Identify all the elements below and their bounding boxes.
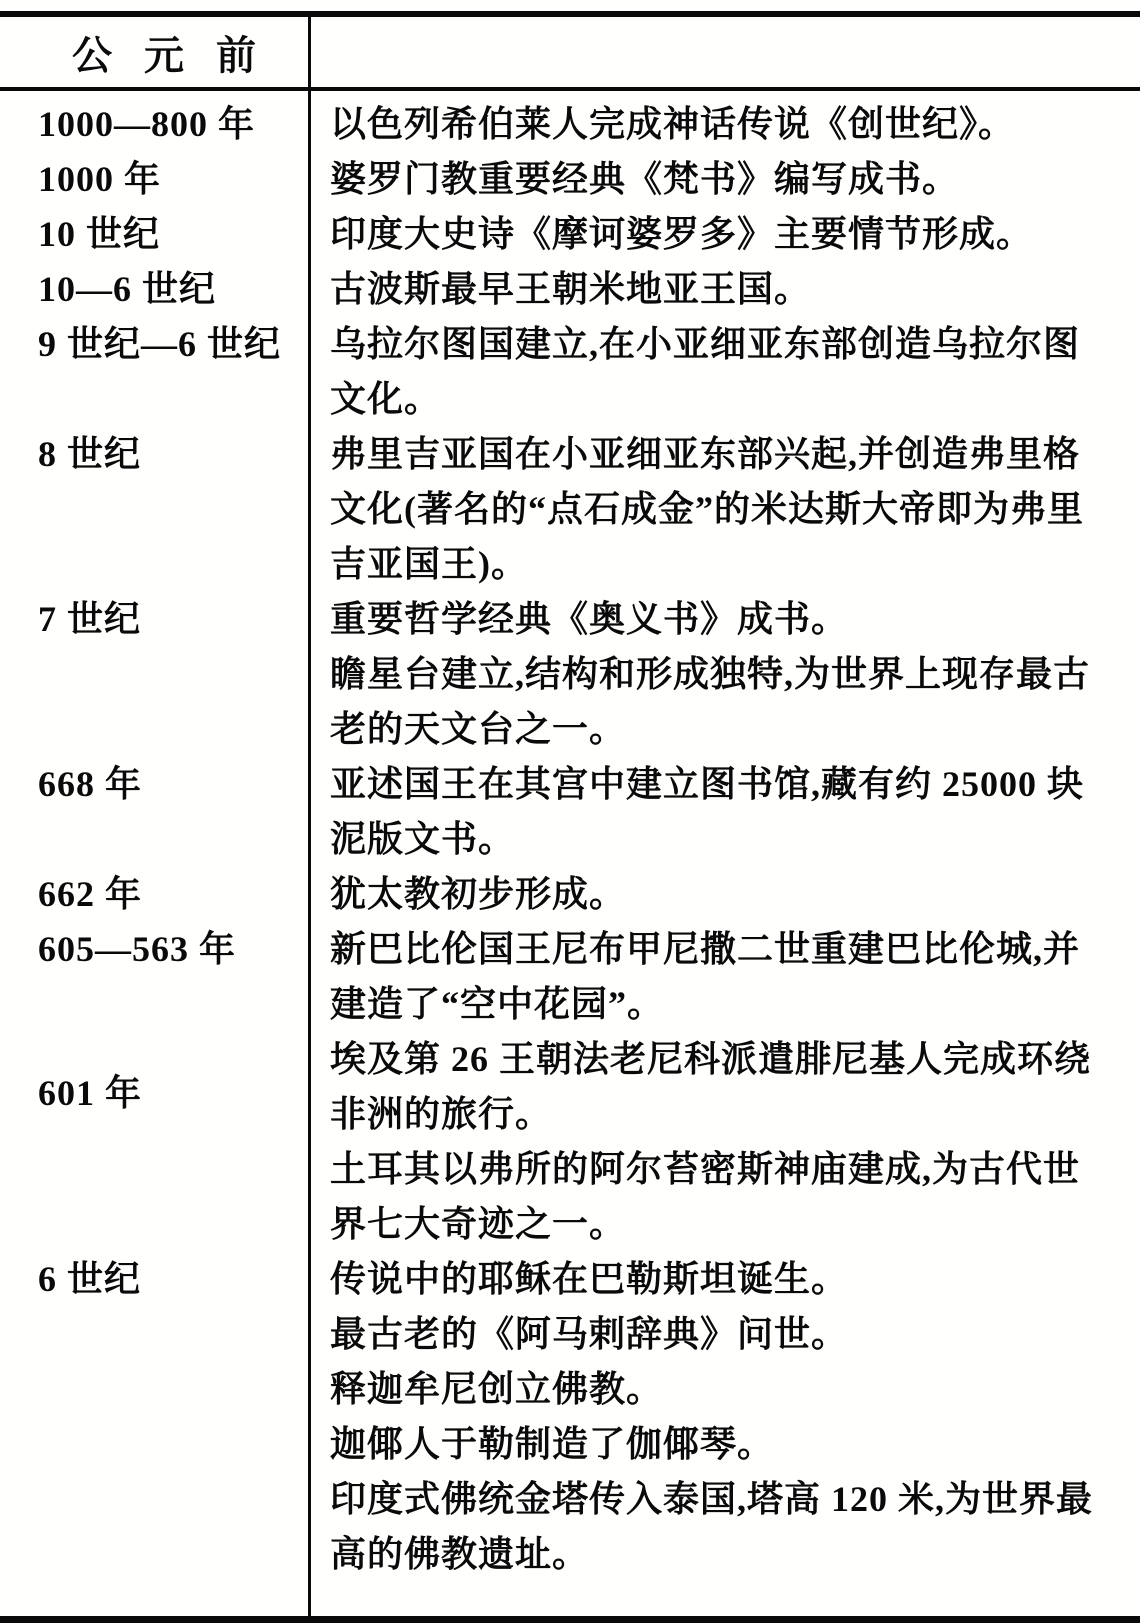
row-event: 最古老的《阿马剌辞典》问世。 (330, 1314, 849, 1354)
event-cell (308, 1472, 1140, 1582)
table-row (0, 207, 1140, 262)
table-row (0, 97, 1140, 152)
table-row (0, 1142, 1140, 1252)
table-row (0, 1032, 1140, 1142)
row-date: 10—6 世纪 (38, 269, 217, 309)
table-row (0, 1307, 1140, 1362)
row-event: 以色列希伯莱人完成神话传说《创世纪》。 (330, 104, 1016, 144)
date-cell (0, 152, 308, 207)
row-date: 7 世纪 (38, 599, 142, 639)
event-cell (308, 207, 1140, 262)
date-cell (0, 1252, 308, 1307)
row-date: 6 世纪 (38, 1259, 142, 1299)
event-cell (308, 757, 1140, 867)
date-cell (0, 427, 308, 592)
event-cell (308, 152, 1140, 207)
table-row (0, 317, 1140, 427)
event-cell (308, 1252, 1140, 1307)
event-cell (308, 1142, 1140, 1252)
row-event: 亚述国王在其宫中建立图书馆,藏有约 25000 块泥版文书。 (330, 764, 1085, 859)
row-date: 668 年 (38, 764, 143, 804)
date-cell (0, 1362, 308, 1417)
row-event: 新巴比伦国王尼布甲尼撒二世重建巴比伦城,并建造了“空中花园”。 (330, 929, 1081, 1024)
date-cell (0, 867, 308, 922)
row-event: 弗里吉亚国在小亚细亚东部兴起,并创造弗里格文化(著名的“点石成金”的米达斯大帝即为弗里吉亚国王)。 (330, 434, 1084, 584)
date-cell (0, 1307, 308, 1362)
row-event: 古波斯最早王朝米地亚王国。 (330, 269, 812, 309)
row-event: 迦倻人于勒制造了伽倻琴。 (330, 1424, 775, 1464)
event-cell (308, 1032, 1140, 1142)
table-body (0, 91, 1140, 1616)
row-event: 婆罗门教重要经典《梵书》编写成书。 (330, 159, 960, 199)
event-cell (308, 427, 1140, 592)
event-cell (308, 647, 1140, 757)
row-event: 瞻星台建立,结构和形成独特,为世界上现存最古老的天文台之一。 (330, 654, 1091, 749)
table-row (0, 647, 1140, 757)
event-cell (308, 317, 1140, 427)
event-cell (308, 1417, 1140, 1472)
row-event: 乌拉尔图国建立,在小亚细亚东部创造乌拉尔图文化。 (330, 324, 1081, 419)
date-cell (0, 1032, 308, 1142)
row-date: 1000 年 (38, 159, 162, 199)
era-header-label: 公元前 (72, 32, 288, 78)
event-cell (308, 1307, 1140, 1362)
row-event: 埃及第 26 王朝法老尼科派遣腓尼基人完成环绕非洲的旅行。 (330, 1039, 1092, 1134)
table-row (0, 867, 1140, 922)
row-event: 土耳其以弗所的阿尔苔密斯神庙建成,为古代世界七大奇迹之一。 (330, 1149, 1081, 1244)
chronology-table (0, 17, 1140, 1616)
row-date: 1000—800 年 (38, 104, 256, 144)
event-cell (308, 922, 1140, 1032)
event-cell (308, 592, 1140, 647)
row-date: 10 世纪 (38, 214, 161, 254)
table-row (0, 427, 1140, 592)
row-date: 601 年 (38, 1073, 143, 1113)
event-cell (308, 262, 1140, 317)
column-divider (308, 17, 311, 1616)
table-header-row (0, 17, 1140, 87)
date-cell (0, 97, 308, 152)
row-date: 605—563 年 (38, 929, 237, 969)
table-row (0, 1472, 1140, 1582)
date-cell (0, 757, 308, 867)
row-date: 8 世纪 (38, 434, 142, 474)
date-cell (0, 1142, 308, 1252)
date-cell (0, 262, 308, 317)
date-cell (0, 317, 308, 427)
table-row (0, 262, 1140, 317)
date-cell (0, 1472, 308, 1582)
date-cell (0, 592, 308, 647)
date-cell (0, 207, 308, 262)
row-event: 释迦牟尼创立佛教。 (330, 1369, 664, 1409)
table-row (0, 1362, 1140, 1417)
date-cell (0, 1417, 308, 1472)
date-cell (0, 647, 308, 757)
event-cell (308, 97, 1140, 152)
row-event: 印度式佛统金塔传入泰国,塔高 120 米,为世界最高的佛教遗址。 (330, 1479, 1094, 1574)
table-row (0, 757, 1140, 867)
table-row (0, 152, 1140, 207)
event-cell (308, 867, 1140, 922)
table-row (0, 1252, 1140, 1307)
row-event: 重要哲学经典《奥义书》成书。 (330, 599, 849, 639)
row-event: 传说中的耶稣在巴勒斯坦诞生。 (330, 1259, 849, 1299)
row-event: 印度大史诗《摩诃婆罗多》主要情节形成。 (330, 214, 1034, 254)
row-event: 犹太教初步形成。 (330, 874, 627, 914)
row-date: 9 世纪—6 世纪 (38, 324, 282, 364)
table-row (0, 1417, 1140, 1472)
table-row (0, 922, 1140, 1032)
event-cell (308, 1362, 1140, 1417)
table-row (0, 592, 1140, 647)
table-bottom-border (0, 1616, 1140, 1623)
date-cell (0, 922, 308, 1032)
row-date: 662 年 (38, 874, 143, 914)
